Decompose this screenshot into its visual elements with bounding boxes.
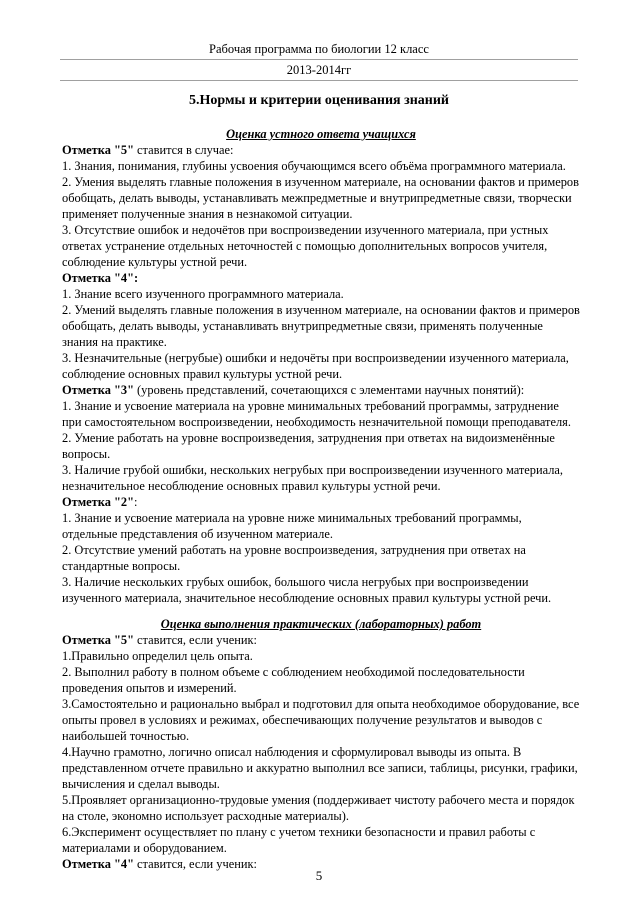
list-item: 1. Знание и усвоение материала на уровне минимальных требований программы, затруднение при самостоятельном воспроизведении, необходимость незначительной помощи преподавателя. bbox=[62, 399, 571, 429]
document-body bbox=[62, 126, 580, 872]
list-item: 1. Знание и усвоение материала на уровне ниже минимальных требований программы, отдельные представления об изученном материале. bbox=[62, 511, 522, 541]
list-item: 6.Эксперимент осуществляет по плану с учетом техники безопасности и правил работы с материалами и оборудованием. bbox=[62, 825, 536, 855]
list-item: 2. Умение работать на уровне воспроизведения, затруднения при ответах на видоизменённые вопросы. bbox=[62, 431, 555, 461]
section-heading-practical: Оценка выполнения практических (лабораторных) работ bbox=[160, 617, 482, 631]
list-item: 1. Знание всего изученного программного материала. bbox=[62, 287, 344, 301]
running-header bbox=[60, 40, 578, 81]
criterion-line: Отметка "3" (уровень представлений, сочетающихся с элементами научных понятий): bbox=[62, 383, 525, 397]
list-item: 3. Отсутствие ошибок и недочётов при воспроизведении изученного материала, при устных ответах устранение отдельных неточностей с помощью дополнительных вопросов учителя, соблюдение культуры устной речи. bbox=[62, 223, 549, 269]
list-item: 2. Умений выделять главные положения в изученном материале, на основании фактов и примеров обобщать, делать выводы, устанавливать внутрипредметные связи, применять полученные знания на практике. bbox=[62, 303, 580, 349]
header-years: 2013-2014гг bbox=[60, 61, 578, 81]
list-item: 5.Проявляет организационно-трудовые умения (поддерживает чистоту рабочего места и порядок на столе, экономно использует расходные материалы). bbox=[62, 793, 575, 823]
grade-label: Отметка "3" bbox=[62, 383, 134, 397]
list-item: 1.Правильно определил цель опыта. bbox=[62, 649, 253, 663]
list-item: 3. Наличие грубой ошибки, нескольких негрубых при воспроизведении изученного материала, незначительное несоблюдение основных правил культуры устной речи. bbox=[62, 463, 564, 493]
criterion-line: Отметка "2": bbox=[62, 495, 138, 509]
list-item: 3. Незначительные (негрубые) ошибки и недочёты при воспроизведении изученного материала, соблюдение основных правил культуры устной речи. bbox=[62, 351, 569, 381]
grade-label: Отметка "4": bbox=[62, 271, 139, 285]
grade-label: Отметка "4" bbox=[62, 857, 134, 871]
list-item: 2. Выполнил работу в полном объеме с соблюдением необходимой последовательности проведения опытов и измерений. bbox=[62, 665, 525, 695]
list-item: 1. Знания, понимания, глубины усвоения обучающимся всего объёма программного материала. bbox=[62, 159, 566, 173]
criterion-line: Отметка "4" ставится, если ученик: bbox=[62, 857, 257, 871]
list-item: 3. Наличие нескольких грубых ошибок, большого числа негрубых при воспроизведении изученного материала, значительное несоблюдение основных правил культуры устной речи. bbox=[62, 575, 552, 605]
list-item: 4.Научно грамотно, логично описал наблюдения и сформулировал выводы из опыта. В представленном отчете правильно и аккуратно выполнил все записи, таблицы, рисунки, графики, вычисления и сделал выводы. bbox=[62, 745, 578, 791]
header-title: Рабочая программа по биологии 12 класс bbox=[60, 40, 578, 60]
list-item: 2. Умения выделять главные положения в изученном материале, на основании фактов и примеров обобщать, делать выводы, устанавливать межпредметные и внутрипредметные связи, творчески применяет полученные знания в незнакомой ситуации. bbox=[62, 175, 579, 221]
criterion-line: Отметка "5" ставится, если ученик: bbox=[62, 633, 257, 647]
grade-label: Отметка "5" bbox=[62, 633, 134, 647]
list-item: 2. Отсутствие умений работать на уровне воспроизведения, затруднения при ответах на стандартные вопросы. bbox=[62, 543, 526, 573]
criterion-line bbox=[62, 270, 580, 286]
list-item: 3.Самостоятельно и рационально выбрал и подготовил для опыта необходимое оборудование, все опыты провел в условиях и режимах, обеспечивающих получение результатов и выводов с наибольшей точностью. bbox=[62, 697, 580, 743]
page-number: 5 bbox=[315, 868, 323, 883]
grade-label: Отметка "2" bbox=[62, 495, 134, 509]
page-title: 5.Нормы и критерии оценивания знаний bbox=[189, 93, 449, 108]
grade-label: Отметка "5" bbox=[62, 143, 134, 157]
criterion-line: Отметка "5" ставится в случае: bbox=[62, 143, 234, 157]
section-heading-oral: Оценка устного ответа учащихся bbox=[226, 127, 416, 141]
